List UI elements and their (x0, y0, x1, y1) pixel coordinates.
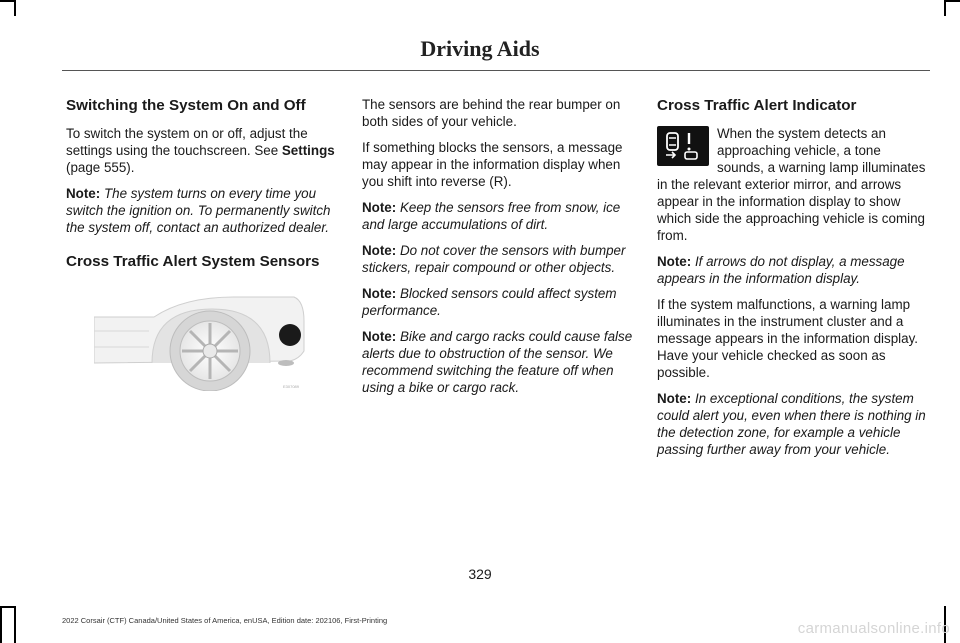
page-number: 329 (468, 566, 492, 582)
edition-footer: 2022 Corsair (CTF) Canada/United States of America, enUSA, Edition date: 202106, First-Printing (62, 616, 388, 625)
blocked-sensor-paragraph: If something blocks the sensors, a message may appear in the information display when you shift into reverse (R). (362, 140, 623, 189)
note-paragraph (66, 185, 338, 236)
note-label: Note: (657, 391, 692, 406)
note-text: Blocked sensors could affect system performance. (362, 286, 617, 318)
watermark: carmanualsonline.info (797, 620, 950, 637)
note-paragraph (362, 199, 634, 233)
section-heading-sensors: Cross Traffic Alert System Sensors (66, 253, 320, 270)
crop-mark (0, 606, 2, 643)
note-paragraph (657, 253, 929, 287)
note-label: Note: (362, 243, 397, 258)
crop-mark (14, 0, 16, 16)
note-text: The system turns on every time you switch the ignition on. To permanently switch the system off, contact an authorized dealer. (66, 186, 331, 235)
crop-mark (0, 0, 14, 2)
note-text: In exceptional conditions, the system could alert you, even when there is nothing in the detection zone, for example a vehicle passing further away from your vehicle. (657, 391, 926, 457)
header-divider (62, 70, 930, 71)
indicator-paragraph (657, 125, 929, 244)
note-label: Note: (66, 186, 101, 201)
rear-bumper-sensor-illustration (94, 291, 306, 391)
note-label: Note: (362, 286, 397, 301)
note-text: Bike and cargo racks could cause false alerts due to obstruction of the sensor. We recommend switching the feature off when using a bike or cargo rack. (362, 329, 633, 395)
note-text: If arrows do not display, a message appears in the information display. (657, 254, 905, 286)
note-text: Keep the sensors free from snow, ice and large accumulations of dirt. (362, 200, 621, 232)
note-paragraph (362, 328, 634, 396)
sensor-location-paragraph: The sensors are behind the rear bumper on both sides of your vehicle. (362, 97, 621, 129)
column-left (66, 96, 338, 391)
cross-traffic-alert-icon (657, 126, 709, 166)
page-ref: (page 555). (66, 160, 135, 175)
page-title: Driving Aids (420, 36, 540, 61)
section-heading-indicator: Cross Traffic Alert Indicator (657, 97, 857, 114)
crop-mark (946, 0, 960, 2)
note-text: Do not cover the sensors with bumper stickers, repair compound or other objects. (362, 243, 626, 275)
section-heading-switching: Switching the System On and Off (66, 97, 306, 114)
settings-link[interactable]: Settings (281, 143, 335, 158)
note-paragraph (362, 285, 634, 319)
crop-mark (944, 0, 946, 16)
crop-mark (0, 606, 14, 608)
note-paragraph (362, 242, 634, 276)
image-code: E307089 (282, 384, 299, 389)
note-paragraph (657, 390, 929, 458)
malfunction-paragraph: If the system malfunctions, a warning lamp illuminates in the instrument cluster and a message appears in the information display. Have your vehicle checked as soon as possible. (657, 297, 919, 380)
note-label: Note: (362, 200, 397, 215)
indicator-text: When the system detects an approaching vehicle, a tone sounds, a warning lamp illuminates in the relevant exterior mirror, and arrows appear in the information display to show which side the approaching vehicle is coming from. (657, 126, 926, 243)
column-middle (362, 96, 634, 405)
crop-mark (14, 606, 16, 643)
note-label: Note: (657, 254, 692, 269)
switching-paragraph (66, 125, 338, 176)
switching-text: To switch the system on or off, adjust the settings using the touchscreen. See (66, 126, 308, 158)
column-right (657, 96, 929, 467)
note-label: Note: (362, 329, 397, 344)
